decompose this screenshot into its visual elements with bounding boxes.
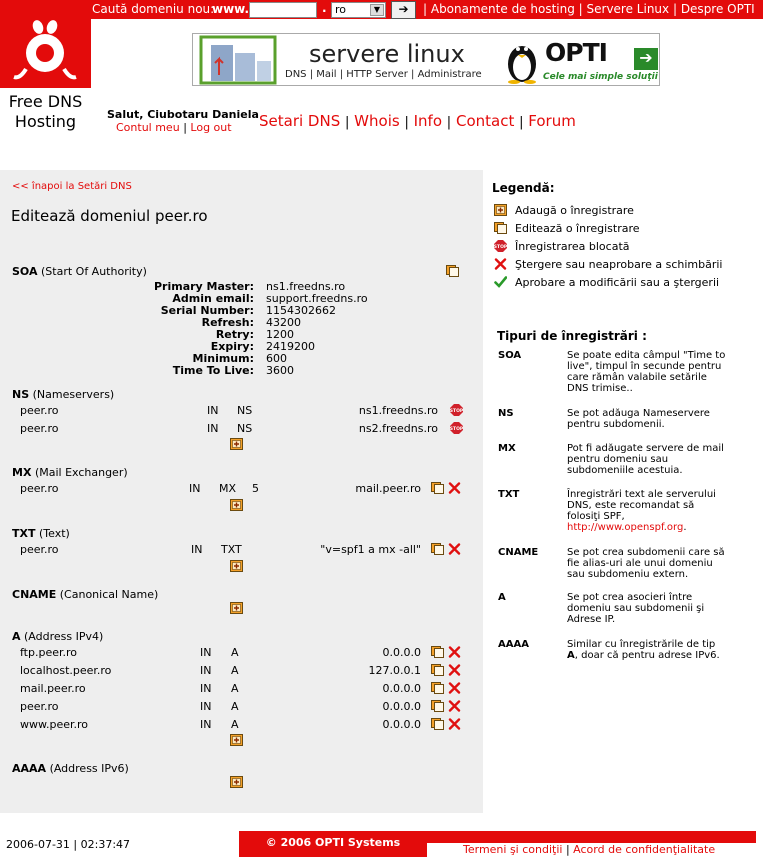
link-linux-servers[interactable]: Servere Linux bbox=[586, 2, 670, 16]
stop-icon bbox=[450, 404, 463, 416]
a-record-host: mail.peer.ro bbox=[20, 682, 86, 695]
record-type-name: AAAA bbox=[498, 639, 529, 650]
link-about-opti[interactable]: Despre OPTI bbox=[680, 2, 755, 16]
a-record-class: IN bbox=[200, 682, 212, 695]
topbar-links: | Abonamente de hosting | Servere Linux | Despre OPTI bbox=[423, 2, 755, 16]
add-record-icon[interactable] bbox=[230, 499, 243, 511]
soa-field-label: Expiry: bbox=[210, 340, 254, 353]
openspf-link-line bbox=[567, 522, 687, 533]
delete-x-icon bbox=[494, 258, 507, 270]
ns-record-class: IN bbox=[207, 404, 219, 417]
a-record-value: 127.0.0.1 bbox=[368, 664, 421, 677]
mx-record-priority: 5 bbox=[252, 482, 259, 495]
record-type-name: CNAME bbox=[498, 547, 539, 558]
top-bar bbox=[0, 0, 763, 19]
tld-selected-value: ro bbox=[335, 3, 347, 16]
a-record-value: 0.0.0.0 bbox=[382, 718, 421, 731]
record-type-name: SOA bbox=[498, 350, 522, 361]
stop-icon bbox=[494, 240, 507, 252]
link-hosting-plans[interactable]: Abonamente de hosting bbox=[430, 2, 575, 16]
a-record-class: IN bbox=[200, 646, 212, 659]
ns-record-value: ns1.freedns.ro bbox=[358, 404, 438, 417]
banner-title: servere linux bbox=[309, 40, 465, 68]
svg-text:STOP: STOP bbox=[450, 427, 463, 432]
dot-separator: . bbox=[322, 1, 327, 15]
delete-x-icon[interactable] bbox=[448, 664, 461, 676]
arrow-right-icon: ➔ bbox=[634, 48, 658, 70]
record-type-desc-line: live", timpul în secunde pentru bbox=[567, 361, 722, 372]
logout-link[interactable]: Log out bbox=[190, 121, 232, 134]
back-link[interactable]: << înapoi la Setări DNS bbox=[12, 181, 132, 192]
record-type-name: A bbox=[498, 592, 506, 603]
edit-record-icon[interactable] bbox=[431, 482, 444, 494]
cname-heading: CNAME (Canonical Name) bbox=[12, 588, 159, 601]
record-type-desc-line: fie alias-uri ale unui domeniu bbox=[567, 558, 713, 569]
legend-item-text: Ştergere sau neaprobare a schimbării bbox=[515, 258, 723, 271]
footer-datetime: 2006-07-31 | 02:37:47 bbox=[6, 838, 131, 851]
add-record-icon[interactable] bbox=[230, 560, 243, 572]
record-type-desc-line: folosiţi SPF, bbox=[567, 511, 625, 522]
a-record-type: A bbox=[231, 646, 239, 659]
a-record-value: 0.0.0.0 bbox=[382, 700, 421, 713]
a-record-class: IN bbox=[200, 664, 212, 677]
record-type-desc-line: pentru subdomenii. bbox=[567, 419, 665, 430]
legend-item-text: Adaugă o înregistrare bbox=[515, 204, 634, 217]
soa-field-label: Retry: bbox=[215, 328, 254, 341]
servers-banner[interactable] bbox=[192, 33, 660, 86]
domain-search-input[interactable] bbox=[249, 2, 317, 18]
a-record-class: IN bbox=[200, 718, 212, 731]
soa-field-value: 600 bbox=[266, 352, 287, 365]
soa-field-value: 3600 bbox=[266, 364, 294, 377]
edit-record-icon[interactable] bbox=[446, 265, 459, 277]
record-type-desc-line: DNS trimise.. bbox=[567, 383, 633, 394]
mx-record-type: MX bbox=[219, 482, 237, 495]
legend-item-text: Editează o înregistrare bbox=[515, 222, 640, 235]
user-greeting: Salut, Ciubotaru Daniela bbox=[107, 108, 259, 121]
www-prefix: www. bbox=[212, 2, 250, 16]
legend-item-text: Aprobare a modificării sau a ştergerii bbox=[515, 276, 720, 289]
footer-links: Termeni şi condiţii | Acord de confidenţialitate bbox=[463, 843, 716, 856]
freedns-logo[interactable] bbox=[0, 19, 91, 88]
a-heading: A (Address IPv4) bbox=[12, 630, 104, 643]
check-icon bbox=[494, 276, 507, 288]
go-button[interactable]: ➔ bbox=[391, 1, 416, 19]
account-link[interactable]: Contul meu bbox=[116, 121, 180, 134]
record-type-desc-line: Înregistrări text ale serverului bbox=[567, 489, 716, 500]
terms-link[interactable]: Termeni şi condiţii bbox=[463, 843, 563, 856]
record-type-desc-line: domeniu sau subdomenii şi bbox=[567, 603, 705, 614]
record-type-desc-line: Adrese IP. bbox=[567, 614, 616, 625]
legend-title: Legendă: bbox=[492, 181, 555, 195]
openspf-link[interactable]: http://www.openspf.org bbox=[567, 522, 684, 533]
edit-record-icon bbox=[494, 222, 507, 234]
edit-record-icon[interactable] bbox=[431, 700, 444, 712]
a-record-type: A bbox=[231, 664, 239, 677]
soa-field-label: Refresh: bbox=[201, 316, 254, 329]
ns-record-type: NS bbox=[237, 404, 253, 417]
nav-whois[interactable]: Whois bbox=[354, 112, 400, 130]
banner-subtitle: DNS | Mail | HTTP Server | Administrare bbox=[285, 69, 482, 80]
record-type-desc-line: Pot fi adăugate servere de mail bbox=[567, 443, 724, 454]
server-graphic-icon bbox=[199, 35, 279, 85]
edit-record-icon[interactable] bbox=[431, 718, 444, 730]
edit-domain-panel bbox=[0, 170, 483, 813]
a-record-host: www.peer.ro bbox=[20, 718, 89, 731]
ns-record-host: peer.ro bbox=[20, 422, 59, 435]
stop-icon bbox=[450, 422, 463, 434]
soa-field-value: 1154302662 bbox=[266, 304, 336, 317]
ns-record-class: IN bbox=[207, 422, 219, 435]
record-type-desc-line: Similar cu înregistrările de tip bbox=[567, 639, 716, 650]
main-nav: Setari DNS | Whois | Info | Contact | Forum bbox=[259, 112, 576, 130]
chevron-down-icon: ▼ bbox=[370, 4, 384, 16]
logo-line-2: Hosting bbox=[14, 112, 77, 131]
openspf-link-suffix: . bbox=[683, 522, 687, 533]
record-type-desc-line: Se pot adăuga Nameservere bbox=[567, 408, 710, 419]
add-record-icon[interactable] bbox=[230, 438, 243, 450]
record-type-desc-tail: , doar că pentru adrese IPv6. bbox=[574, 650, 720, 661]
soa-field-label: Admin email: bbox=[172, 292, 254, 305]
aaaa-heading: AAAA (Address IPv6) bbox=[12, 762, 129, 775]
a-record-host: localhost.peer.ro bbox=[20, 664, 112, 677]
a-record-type: A bbox=[231, 700, 239, 713]
a-record-type: A bbox=[231, 718, 239, 731]
edit-record-icon[interactable] bbox=[431, 664, 444, 676]
txt-record-class: IN bbox=[191, 543, 203, 556]
txt-record-value: "v=spf1 a mx -all" bbox=[320, 543, 421, 556]
soa-field-value: 1200 bbox=[266, 328, 294, 341]
record-type-desc-line: Se poate edita câmpul "Time to bbox=[567, 350, 726, 361]
domain-search-label: Caută domeniu nou: bbox=[92, 2, 215, 16]
mx-record-host: peer.ro bbox=[20, 482, 59, 495]
record-type-bold: A bbox=[567, 650, 575, 661]
txt-record-host: peer.ro bbox=[20, 543, 59, 556]
txt-heading: TXT (Text) bbox=[12, 527, 70, 540]
soa-field-label: Serial Number: bbox=[160, 304, 254, 317]
record-type-desc-line: DNS, este recomandat să bbox=[567, 500, 695, 511]
record-type-name: NS bbox=[498, 408, 514, 419]
soa-heading: SOA (Start Of Authority) bbox=[12, 265, 147, 278]
delete-x-icon[interactable] bbox=[448, 543, 461, 555]
add-record-icon[interactable] bbox=[230, 776, 243, 788]
logo-line-1: Free DNS bbox=[8, 92, 83, 111]
ns-record-value: ns2.freedns.ro bbox=[358, 422, 438, 435]
banner-tagline: Cele mai simple soluţii bbox=[543, 72, 658, 82]
a-record-type: A bbox=[231, 682, 239, 695]
record-type-desc-line: pentru domeniu sau bbox=[567, 454, 669, 465]
a-record-value: 0.0.0.0 bbox=[382, 682, 421, 695]
delete-x-icon[interactable] bbox=[448, 646, 461, 658]
ns-record-host: peer.ro bbox=[20, 404, 59, 417]
privacy-link[interactable]: Acord de confidenţialitate bbox=[573, 843, 716, 856]
soa-field-value: 2419200 bbox=[266, 340, 315, 353]
soa-field-label: Primary Master: bbox=[153, 280, 254, 293]
mx-record-value: mail.peer.ro bbox=[355, 482, 421, 495]
rabbit-logo-icon bbox=[0, 19, 91, 88]
txt-record-type: TXT bbox=[221, 543, 242, 556]
a-record-host: peer.ro bbox=[20, 700, 59, 713]
add-record-icon[interactable] bbox=[230, 602, 243, 614]
add-record-icon bbox=[494, 204, 507, 216]
types-title: Tipuri de înregistrări : bbox=[497, 329, 647, 343]
soa-field-label: Time To Live: bbox=[172, 364, 254, 377]
delete-x-icon[interactable] bbox=[448, 482, 461, 494]
record-type-desc-line: Se pot crea asocieri între bbox=[567, 592, 693, 603]
delete-x-icon[interactable] bbox=[448, 700, 461, 712]
record-type-desc-line: sau subdomeniu extern. bbox=[567, 569, 689, 580]
banner-brand: OPTI bbox=[545, 38, 607, 67]
delete-x-icon[interactable] bbox=[448, 718, 461, 730]
record-type-name: TXT bbox=[498, 489, 520, 500]
record-type-desc-line: care rămân valabile setările bbox=[567, 372, 707, 383]
mx-heading: MX (Mail Exchanger) bbox=[12, 466, 128, 479]
soa-field-label: Minimum: bbox=[192, 352, 254, 365]
ns-record-type: NS bbox=[237, 422, 253, 435]
tux-penguin-icon bbox=[503, 36, 541, 84]
edit-record-icon[interactable] bbox=[431, 682, 444, 694]
record-type-desc-line bbox=[567, 650, 720, 661]
a-record-host: ftp.peer.ro bbox=[20, 646, 78, 659]
soa-field-value: ns1.freedns.ro bbox=[266, 280, 346, 293]
record-type-desc-line: Se pot crea subdomenii care să bbox=[567, 547, 725, 558]
mx-record-class: IN bbox=[189, 482, 201, 495]
page-title: Editează domeniul peer.ro bbox=[11, 207, 208, 225]
nav-forum[interactable]: Forum bbox=[528, 112, 576, 130]
legend-item-text: Înregistrarea blocată bbox=[515, 240, 630, 253]
record-type-name: MX bbox=[498, 443, 516, 454]
tld-select[interactable] bbox=[331, 2, 386, 18]
record-type-desc-line: subdomeniile acestuia. bbox=[567, 465, 683, 476]
soa-field-value: support.freedns.ro bbox=[266, 292, 368, 305]
delete-x-icon[interactable] bbox=[448, 682, 461, 694]
a-record-class: IN bbox=[200, 700, 212, 713]
add-record-icon[interactable] bbox=[230, 734, 243, 746]
edit-record-icon[interactable] bbox=[431, 543, 444, 555]
edit-record-icon[interactable] bbox=[431, 646, 444, 658]
nav-contact[interactable]: Contact bbox=[455, 112, 515, 130]
soa-field-value: 43200 bbox=[266, 316, 301, 329]
svg-text:STOP: STOP bbox=[494, 245, 507, 250]
ns-heading: NS (Nameservers) bbox=[12, 388, 115, 401]
nav-dns-settings[interactable]: Setari DNS bbox=[259, 112, 341, 130]
logo-text bbox=[0, 92, 91, 132]
nav-info[interactable]: Info bbox=[413, 112, 443, 130]
svg-text:STOP: STOP bbox=[450, 409, 463, 414]
user-links: Contul meu | Log out bbox=[116, 121, 232, 134]
a-record-value: 0.0.0.0 bbox=[382, 646, 421, 659]
footer-copyright: © 2006 OPTI Systems bbox=[239, 831, 427, 857]
